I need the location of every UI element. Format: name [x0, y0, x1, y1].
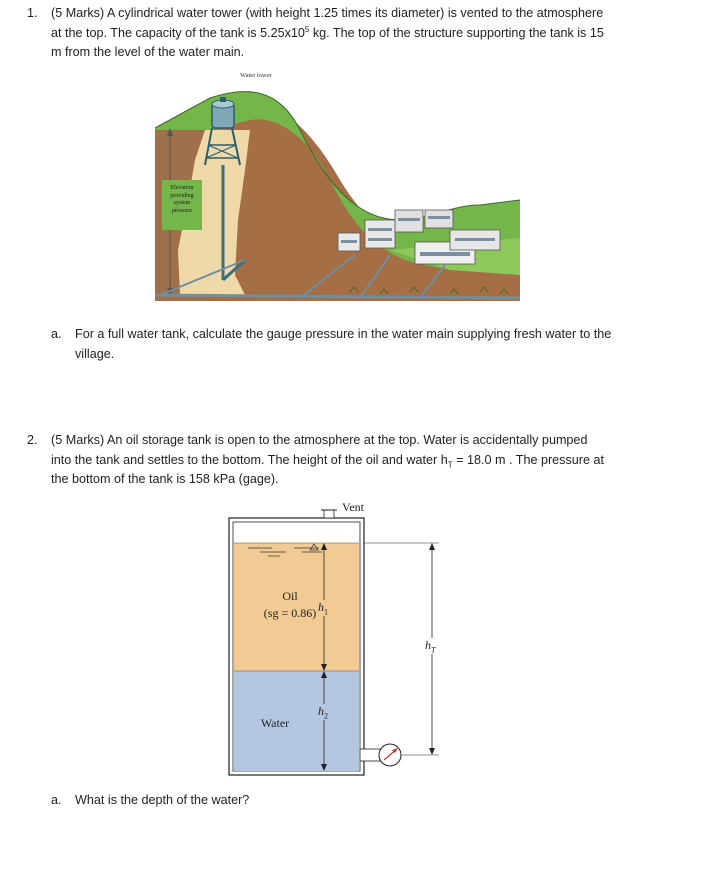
q1-part-a: [51, 325, 681, 365]
part-label: a.: [51, 793, 62, 807]
question-line: (5 Marks) A cylindrical water tower (with height 1.25 times its diameter) is vented to the atmosphere: [51, 6, 604, 20]
question-1: [27, 4, 687, 64]
vent: [324, 510, 334, 518]
question-line: (5 Marks) An oil storage tank is open to the atmosphere at the top. Water is accidentally pumped: [51, 433, 588, 447]
water-tower-figure: [150, 70, 525, 306]
figure-title: Water tower: [240, 72, 272, 79]
hT-label: $h_T$: [425, 638, 436, 655]
question-number: 2.: [27, 433, 38, 447]
oil-tank-diagram: [224, 500, 454, 782]
part-line: village.: [75, 346, 115, 361]
h-subscript: T: [447, 460, 453, 470]
exponent: 5: [304, 24, 310, 34]
oil-tank-figure: [224, 500, 454, 782]
question-text: [51, 431, 687, 490]
question-number: 1.: [27, 6, 38, 20]
water-tower-illustration: [150, 70, 525, 306]
part-line: For a full water tank, calculate the gauge pressure in the water main supplying fresh water to the: [75, 327, 612, 341]
part-label: a.: [51, 327, 62, 341]
oil-sg-label: (sg = 0.86): [263, 606, 317, 620]
h2-label: $h_2$: [318, 704, 328, 721]
h1-label: $h_1$: [318, 600, 328, 617]
part-line: What is the depth of the water?: [75, 793, 250, 807]
q2-part-a: [51, 791, 681, 813]
vent-label: Vent: [342, 500, 364, 514]
question-text: [51, 4, 687, 63]
question-line: the bottom of the tank is 158 kPa (gage).: [51, 472, 279, 486]
question-line: into the tank and settles to the bottom. The height of the oil and water $h_T = 18.0$ m . The pressure at: [51, 452, 604, 470]
question-line: at the top. The capacity of the tank is $5.25x10^5$ kg. The top of the structure supporting the tank is 15: [51, 24, 604, 40]
water-label: Water: [260, 716, 290, 730]
question-2: [27, 431, 687, 491]
question-line: m from the level of the water main.: [51, 45, 245, 59]
elevation-label: Elevation providing system pressure: [170, 185, 194, 214]
oil-label: Oil: [282, 589, 298, 603]
